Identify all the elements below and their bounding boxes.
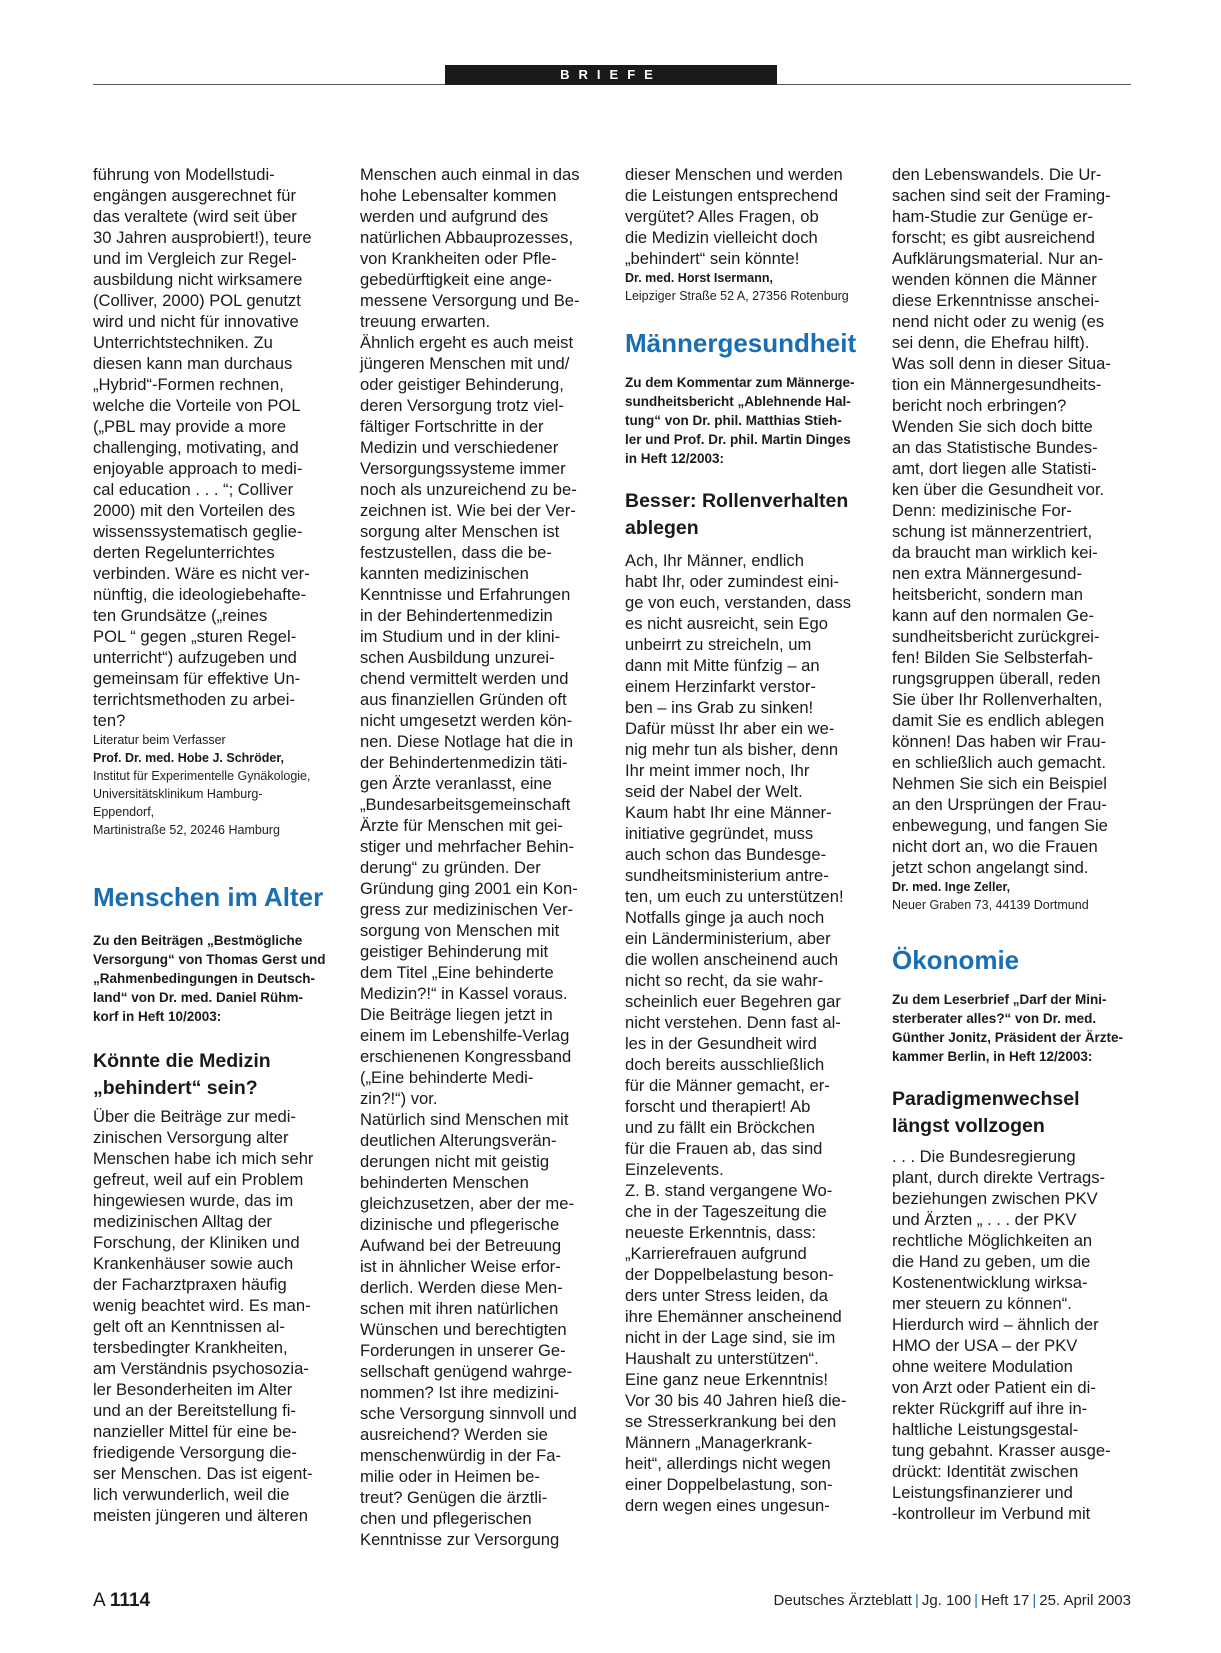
letter-continuation-text: führung von Modellstudi- engängen ausgerechnet für das veraltete (wird seit über 30 Jahren ausprobiert!), teure und im Vergleich zur Regel- ausbildung nicht wirksamere (Colliver, 2000) POL genutzt wird und nicht für innovative Unterrichtstechniken. Zu diesen kann man durchaus „Hybrid“-Formen rechnen, welche die Vorteile von POL („PBL may provide a more challenging, motivating, and enjoyable approach to medi- cal education . . . “; Colliver 2000) mit den Vorteilen des wissenssystematisch geglie- derten Regelunterrichtes verbinden. Wäre es nicht ver- nünftig, die ideologiebehafte- ten Grundsätze („reines POL “ gegen „sturen Regel- unterricht“) aufzugeben und gemeinsam für effektive Un- terrichtsmethoden zu arbei- ten?: [93, 165, 312, 730]
literature-note: Literatur beim Verfasser: [93, 733, 226, 747]
page-prefix: A: [93, 1590, 105, 1611]
article-intro: Zu den Beiträgen „Bestmögliche Versorgung“ von Thomas Gerst und „Rahmenbedingungen in Deutsch- land“ von Dr. med. Daniel Rühm- korf in Heft 10/2003:: [93, 933, 326, 1024]
article-text-end: dieser Menschen und werden die Leistungen entsprechend vergütet? Alles Fragen, ob die Medizin vielleicht doch „behindert“ sein könnte!: [625, 165, 843, 268]
page-number: [93, 1590, 150, 1612]
journal-volume: Jg. 100: [921, 1592, 972, 1609]
article-text-end: den Lebenswandels. Die Ur- sachen sind seit der Framing- ham-Studie zur Genüge er- forscht; es gibt ausreichend Aufklärungsmaterial. Nur an- wenden können die Männer diese Erkenntnisse anschei- nend nicht oder zu wenig (es sei denn, die Ehefrau hilft). Was soll denn in dieser Situa- tion ein Männergesundheits- bericht noch erbringen? Wenden Sie sich doch bitte an das Statistische Bundes- amt, dort liegen alle Statisti- ken über die Gesundheit vor. Denn: medizinische For- schung ist männerzentriert, da braucht man wirklich kei- nen extra Männergesund- heitsbericht, sondern man kann auf den normalen Ge- sundheitsbericht zurückgrei- fen! Bilden Sie Selbsterfah- rungsgruppen überall, reden Sie über Ihr Rollenverhalten, damit Sie es endlich ablegen können! Das haben wir Frau- en schließlich auch gemacht. Nehmen Sie sich ein Beispiel an den Ursprüngen der Frau- enbewegung, und fangen Sie nicht dort an, wo die Frauen jetzt schon angelangt sind.: [892, 165, 1111, 877]
journal-date: 25. April 2003: [1039, 1592, 1131, 1609]
section-title: Ökonomie: [892, 945, 1020, 975]
journal-issue: Heft 17: [980, 1592, 1030, 1609]
signature-address: Neuer Graben 73, 44139 Dortmund: [892, 898, 1089, 912]
article-title: Besser: Rollenverhalten ablegen: [625, 490, 849, 539]
page-number-value: 1114: [109, 1590, 151, 1611]
signature-address: Leipziger Straße 52 A, 27356 Rotenburg: [625, 289, 849, 303]
signature-name: Dr. med. Inge Zeller,: [892, 880, 1011, 894]
article-text: . . . Die Bundesregierung plant, durch direkte Vertrags- beziehungen zwischen PKV und Ärzten „ . . . der PKV rechtliche Möglichkeiten an die Hand zu geben, um die Kostenentwicklung wirksa- mer steuern zu können“. Hierdurch wird – ähnlich der HMO der USA – der PKV ohne weitere Modulation von Arzt oder Patient ein di- rekter Rückgriff auf ihre in- haltliche Leistungsgestal- tung gebahnt. Krasser ausge- drückt: Identität zwischen Leistungsfinanzierer und -kontrolleur im Verbund mit: [892, 1147, 1111, 1523]
signature-name: Prof. Dr. med. Hobe J. Schröder,: [93, 751, 285, 765]
column-3: [625, 164, 870, 1516]
article-text-part-1: Menschen auch einmal in das hohe Lebensalter kommen werden und aufgrund des natürlichen Abbauprozesses, von Krankheiten oder Pfle- gebedürftigkeit eine ange- messene Versorgung und Be- treuung erwarten. Ähnlich ergeht es auch meist jüngeren Menschen mit und/ oder geistiger Behinderung, deren Versorgung trotz viel- fältiger Fortschritte in der Medizin und verschiedener Versorgungssysteme immer noch als unzureichend zu be- zeichnen ist. Wie bei der Ver- sorgung alter Menschen ist festzustellen, dass die be- kannten medizinischen Kenntnisse und Erfahrungen in der Behindertenmedizin im Studium und in der klini- schen Ausbildung unzurei- chend vermittelt werden und aus finanziellen Gründen oft nicht umgesetzt werden kön- nen. Diese Notlage hat die in der Behindertenmedizin täti- gen Ärzte veranlasst, eine „Bundesarbeitsgemeinschaft Ärzte für Menschen mit gei- stiger und mehrfacher Behin- derung“ zu gründen. Der Gründung ging 2001 ein Kon- gress zur medizinischen Ver- sorgung von Menschen mit geistiger Behinderung mit dem Titel „Eine behinderte Medizin?!“ in Kassel voraus. Die Beiträge liegen jetzt in einem im Lebenshilfe-Verlag erschienenen Kongressband („Eine behinderte Medi- zin?!“) vor. Natürlich sind Menschen mit deutlichen Alterungsverän- derungen nicht mit geistig behinderten Menschen gleichzusetzen, aber der me- dizinische und pflegerische Aufwand bei der Betreuung ist in ähnlicher Weise erfor- derlich. Werden diese Men- schen mit ihren natürlichen Wünschen und berechtigten Forderungen in unserer Ge- sellschaft genügend wahrge- nommen? Ist ihre medizini- sche Versorgung sinnvoll und ausreichend? Werden sie menschenwürdig in der Fa- milie oder in Heimen be- treut? Genügen die ärztli- chen und pflegerischen Kenntnisse zur Versorgung: [360, 165, 580, 1549]
journal-name: Deutsches Ärzteblatt: [773, 1592, 912, 1609]
article-title: Könnte die Medizin „behindert“ sein?: [93, 1050, 271, 1099]
article-text: [360, 164, 605, 1550]
journal-info: Deutsches Ärzteblatt | Jg. 100 | Heft 17 | 25. April 2003: [773, 1592, 1131, 1609]
section-title: Männergesundheit: [625, 328, 857, 358]
article-intro: Zu dem Leserbrief „Darf der Mini- sterberater alles?“ von Dr. med. Günther Jonitz, Präsident der Ärzte- kammer Berlin, in Heft 12/2003:: [892, 992, 1124, 1064]
article-title: Paradigmenwechsel längst vollzogen: [892, 1088, 1080, 1137]
article-text: Ach, Ihr Männer, endlich habt Ihr, oder zumindest eini- ge von euch, verstanden, dass es nicht ausreicht, sein Ego unbeirrt zu streicheln, um dann mit Mitte fünfzig – an einem Herzinfarkt verstor- ben – ins Grab zu sinken! Dafür müsst Ihr aber ein we- nig mehr tun als bisher, denn Ihr meint immer noch, Ihr seid der Nabel der Welt. Kaum habt Ihr eine Männer- initiative gegründet, muss auch schon das Bundesge- sundheitsministerium antre- ten, um euch zu unterstützen! Notfalls ginge ja auch noch ein Länderministerium, aber die wollen anscheinend auch nicht so recht, da sie wahr- scheinlich euer Begehren gar nicht verstehen. Denn fast al- les in der Gesundheit wird doch bereits ausschließlich für die Männer gemacht, er- forscht und therapiert! Ab und zu fällt ein Bröckchen für die Frauen ab, das sind Einzelevents. Z. B. stand vergangene Wo- che in der Tageszeitung die neueste Erkenntnis, dass: „Karrierefrauen aufgrund der Doppelbelastung beson- ders unter Stress leiden, da ihre Ehemänner anscheinend nicht in der Lage sind, sie im Haushalt zu unterstützen“. Eine ganz neue Erkenntnis! Vor 30 bis 40 Jahren hieß die- se Stresserkrankung bei den Männern „Managerkrank- heit“, allerdings nicht wegen einer Doppelbelastung, son- dern wegen eines ungesun-: [625, 551, 852, 1515]
article-intro: Zu dem Kommentar zum Männerge- sundheitsbericht „Ablehnende Hal- tung“ von Dr. phil. Matthias Stieh- ler und Prof. Dr. phil. Martin Dinges in Heft 12/2003:: [625, 375, 855, 466]
column-4: [892, 164, 1137, 1524]
column-2: [360, 164, 605, 1550]
signature-address: Institut für Experimentelle Gynäkologie, Universitätsklinikum Hamburg- Eppendorf, Martinistraße 52, 20246 Hamburg: [93, 769, 311, 837]
section-title: Menschen im Alter: [93, 882, 324, 912]
signature-name: Dr. med. Horst Isermann,: [625, 271, 773, 285]
article-text: Über die Beiträge zur medi- zinischen Versorgung alter Menschen habe ich mich sehr gefreut, weil auf ein Problem hingewiesen wurde, das im medizinischen Alltag der Forschung, der Kliniken und Krankenhäuser sowie auch der Facharztpraxen häufig wenig beachtet wird. Es man- gelt oft an Kenntnissen al- tersbedingter Krankheiten, am Verständnis psychosozia- ler Besonderheiten im Alter und an der Bereitstellung fi- nanzieller Mittel für eine be- friedigende Versorgung die- ser Menschen. Das ist eigent- lich verwunderlich, weil die meisten jüngeren und älteren: [93, 1107, 314, 1525]
section-label: BRIEFE: [445, 65, 777, 85]
column-1: [93, 164, 338, 1526]
